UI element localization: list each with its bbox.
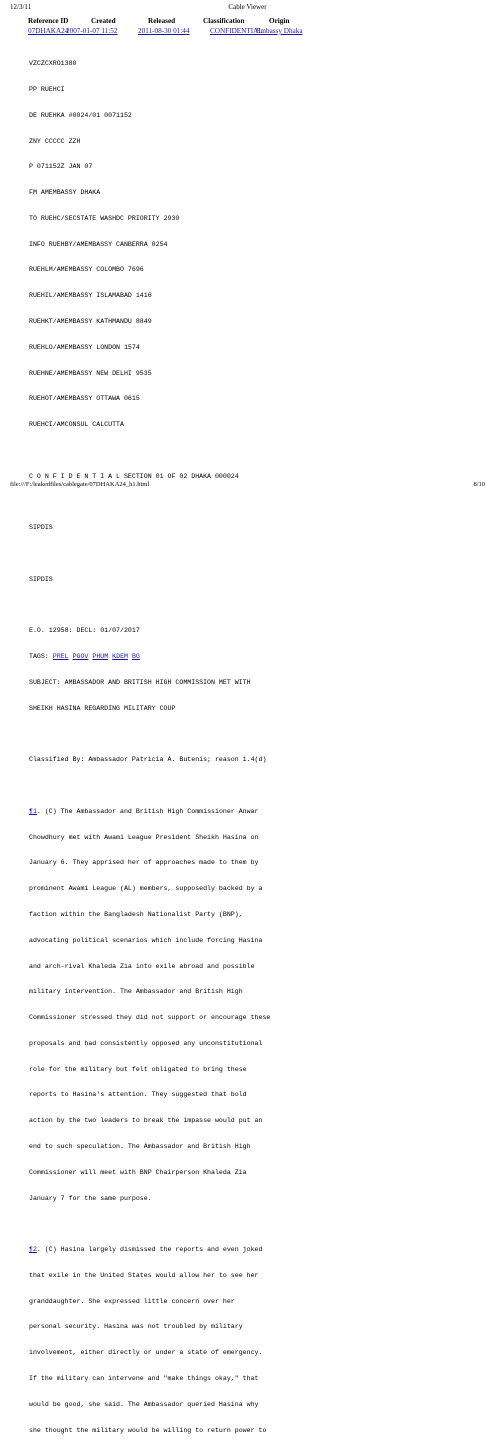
blank-line [29,602,479,611]
paragraph-1-link[interactable]: ¶1 [29,807,37,815]
tags-label: TAGS: [29,653,49,661]
paragraph-2-line: granddaughter. She expressed little concern over her [29,1297,235,1305]
sipdis-line: SIPDIS [29,575,53,583]
blank-line [29,1220,479,1229]
routing-line: ZNY CCCCC ZZH [29,137,81,145]
print-date: 12/3/11 [10,3,32,11]
print-title: Cable Viewer [228,3,267,11]
paragraph-1-line: Commissioner stressed they did not support or encourage these [29,1014,271,1022]
created-date-link[interactable]: 2007-01-07 11:52 [66,27,118,35]
reference-id-link[interactable]: 07DHAKA24 [28,27,69,35]
print-header [10,3,485,13]
paragraph-1-line: end to such speculation. The Ambassador and British High [29,1143,251,1150]
cable-body [29,43,479,1444]
paragraph-1-lead: . (C) The Ambassador and British High Commissioner Anwar [36,807,259,815]
routing-line: VZCZCXRO1380 [29,60,77,68]
paragraph-1-line: January 6. They apprised her of approaches made to them by [29,859,259,867]
paragraph-1-line: advocating political scenarios which include forcing Hasina [29,936,263,944]
classified-by-line: Classified By: Ambassador Patricia A. Butenis; reason 1.4(d) [29,756,267,764]
header-reference-id: Reference ID [28,17,69,25]
tag-link-bg[interactable]: BG [131,653,140,661]
routing-line: DE RUEHKA #0024/01 0071152 [29,111,132,119]
paragraph-1-first-line [29,808,479,817]
header-classification: Classification [203,17,245,25]
paragraph-1-line: Commissioner will meet with BNP Chairperson Khaleda Zia [29,1168,247,1176]
subject-line: SUBJECT: AMBASSADOR AND BRITISH HIGH COMMISSION MET WITH [29,678,251,686]
routing-line: INFO RUEHBY/AMEMBASSY CANBERRA 0254 [29,240,168,248]
paragraph-1-line: role for the military but felt obligated to bring these [29,1065,247,1073]
paragraph-1-line: January 7 for the same purpose. [29,1194,152,1202]
routing-line: PP RUEHCI [29,85,65,93]
paragraph-1-line: action by the two leaders to break the impasse would put an [29,1117,263,1125]
sipdis-line: SIPDIS [29,524,53,532]
tags-line [29,653,479,662]
paragraph-2-line: she thought the military would be willing to return power to [29,1426,267,1434]
paragraph-1-line: proposals and had consistently opposed any unconstitutional [29,1039,263,1047]
routing-line: RUEHNE/AMEMBASSY NEW DELHI 9535 [29,369,152,377]
routing-line: RUEHLO/AMEMBASSY LONDON 1574 [29,343,140,351]
routing-line: FM AMEMBASSY DHAKA [29,189,101,197]
blank-line [29,447,479,456]
paragraph-2-line: that exile in the United States would allow her to see her [29,1271,259,1279]
paragraph-2-line: would be good, she said. The Ambassador queried Hasina why [29,1400,259,1408]
routing-line: P 071152Z JAN 07 [29,163,93,171]
routing-line: TO RUEHC/SECSTATE WASHDC PRIORITY 2930 [29,214,180,222]
blank-line [29,498,479,507]
routing-line: RUEHKT/AMEMBASSY KATHMANDU 8849 [29,318,152,325]
paragraph-2-line: If the military can intervene and "make things okay," that [29,1375,259,1383]
header-origin: Origin [269,17,290,25]
blank-line [29,782,479,791]
blank-line [29,550,479,559]
tag-link-phum[interactable]: PHUM [92,653,109,661]
print-footer [10,481,485,491]
paragraph-1-line: faction within the Bangladesh Nationalist Party (BNP), [29,910,243,918]
paragraph-2-line: personal security. Hasina was not troubled by military [29,1323,243,1331]
paragraph-1-line: Chowdhury met with Awami League President Sheikh Hasina on [29,833,259,841]
header-created: Created [91,17,116,25]
header-released: Released [148,17,176,25]
routing-line: RUEHCI/AMCONSUL CALCUTTA [29,421,124,429]
paragraph-2-line: involvement, either directly or under a state of emergency. [29,1349,263,1357]
paragraph-1-line: and arch-rival Khaleda Zia into exile abroad and possible [29,962,255,970]
routing-line: RUEHLM/AMEMBASSY COLOMBO 7696 [29,266,144,274]
routing-line: RUEHOT/AMEMBASSY OTTAWA 0615 [29,395,140,403]
eo-line: E.O. 12958: DECL: 01/07/2017 [29,627,140,635]
tag-link-kdem[interactable]: KDEM [112,653,128,661]
paragraph-2-first-line [29,1246,479,1255]
print-page-number: 8/10 [473,481,485,488]
paragraph-1-line: reports to Hasina's attention. They suggested that bold [29,1091,247,1099]
paragraph-1-line: military intervention. The Ambassador and British High [29,988,243,996]
print-file-path: file:///F:/leakedfiles/cablegate/07DHAKA24_h1.html [10,481,150,488]
tag-link-pgov[interactable]: PGOV [72,653,89,661]
origin-link[interactable]: Embassy Dhaka [256,27,303,35]
paragraph-2-lead: . (C) Hasina largely dismissed the reports and even joked [36,1246,263,1254]
subject-line: SHEIKH HASINA REGARDING MILITARY COUP [29,704,176,712]
routing-line: RUEHIL/AMEMBASSY ISLAMABAD 1416 [29,292,152,300]
paragraph-1-line: prominent Awami League (AL) members, supposedly backed by a [29,885,263,893]
blank-line [29,731,479,740]
tag-link-prel[interactable]: PREL [52,653,69,661]
released-date-link[interactable]: 2011-08-30 01:44 [138,27,190,35]
paragraph-2-link[interactable]: ¶2 [29,1246,37,1254]
classification-link[interactable]: CONFIDENTIAL [210,27,263,35]
section-line: C O N F I D E N T I A L SECTION 01 OF 02 DHAKA 000024 [29,472,239,480]
